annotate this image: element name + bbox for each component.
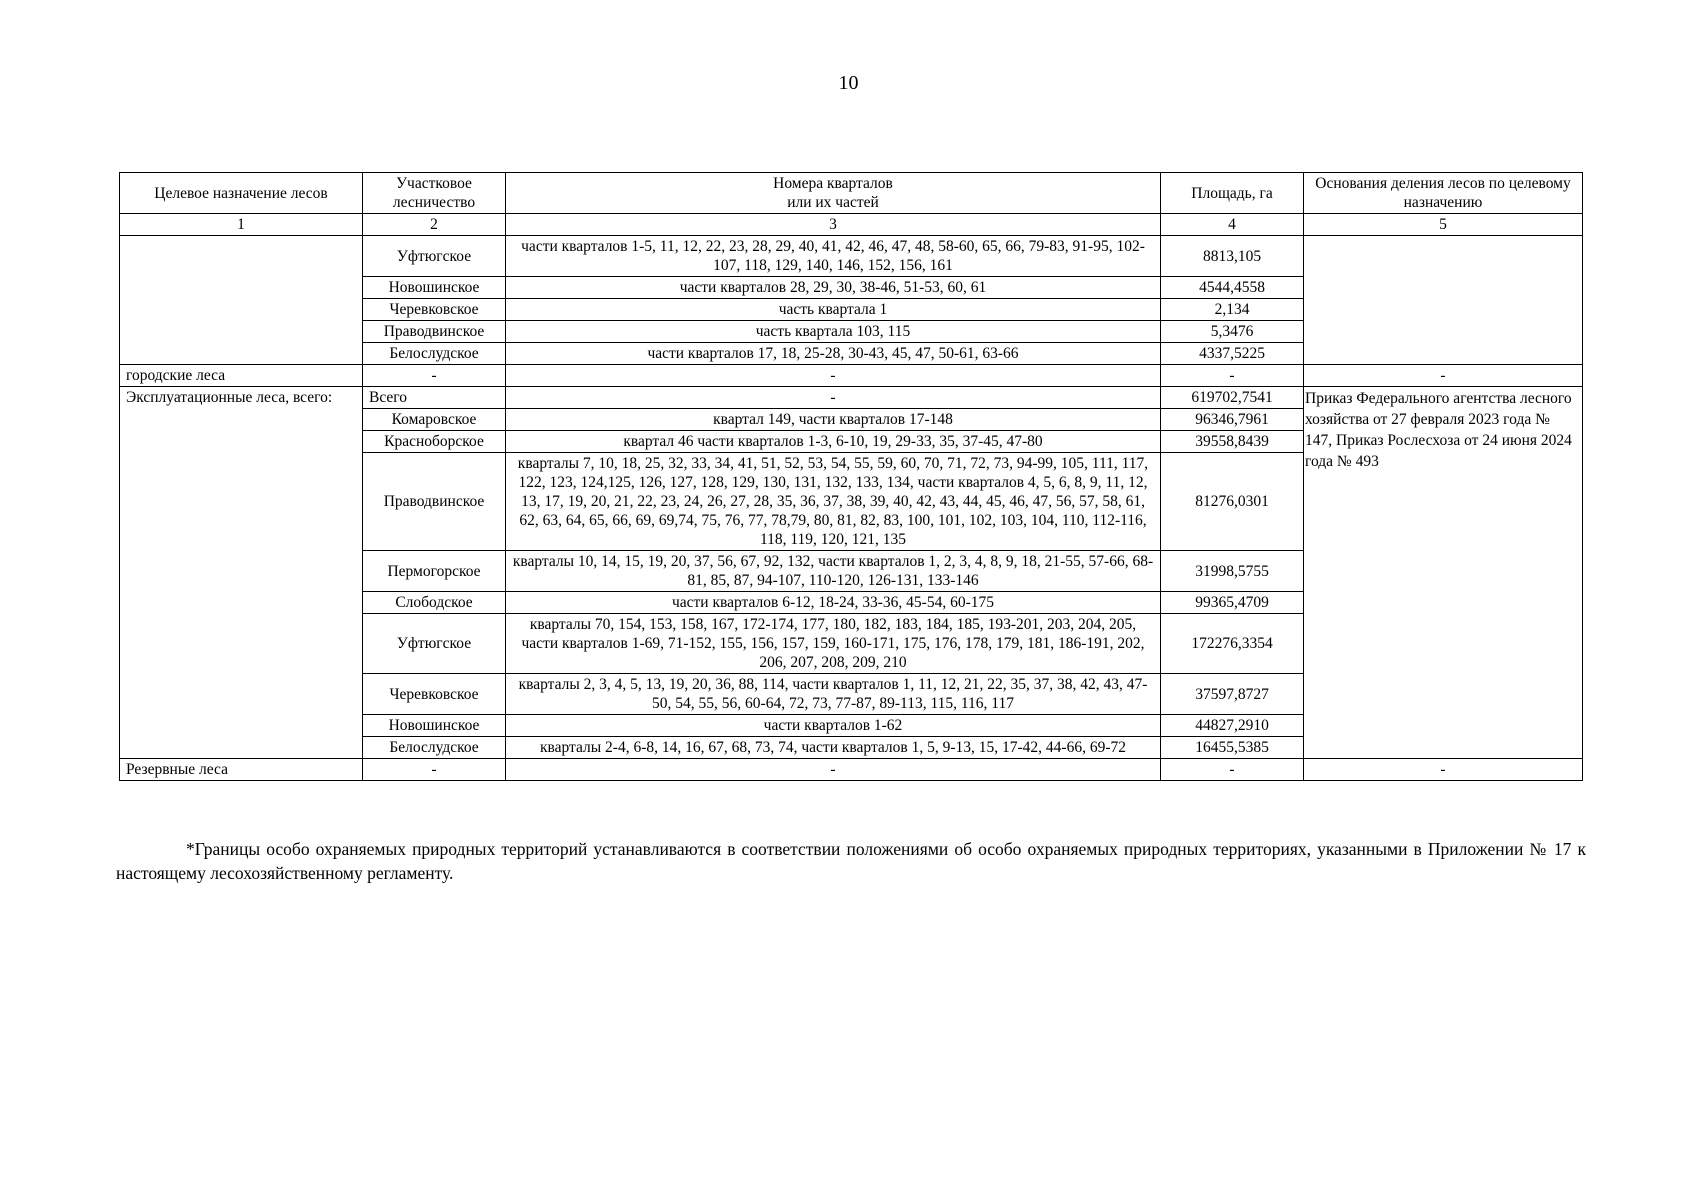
forestry-cell: Белослудское xyxy=(363,737,506,759)
forestry-cell: Всего xyxy=(363,387,506,409)
header-basis: Основания деления лесов по целевому назначению xyxy=(1304,173,1583,214)
quarters-cell: квартал 46 части кварталов 1-3, 6-10, 19, 29-33, 35, 37-45, 47-80 xyxy=(506,431,1161,453)
quarters-cell: кварталы 10, 14, 15, 19, 20, 37, 56, 67, 92, 132, части кварталов 1, 2, 3, 4, 8, 9, 18, 21-55, 57-66, 68-81, 85, 87, 94-107, 110-120, 126-131, 133-146 xyxy=(506,551,1161,592)
purpose-cell: городские леса xyxy=(120,365,363,387)
quarters-cell: кварталы 2, 3, 4, 5, 13, 19, 20, 36, 88, 114, части кварталов 1, 11, 12, 21, 22, 35, 37, 38, 42, 43, 47-50, 54, 55, 56, 60-64, 72, 73, 77-87, 89-113, 115, 116, 117 xyxy=(506,674,1161,715)
basis-cell-empty xyxy=(1304,236,1583,365)
header-forestry: Участковое лесничество xyxy=(363,173,506,214)
purpose-cell: Резервные леса xyxy=(120,759,363,781)
page-number: 10 xyxy=(838,72,859,94)
header-area: Площадь, га xyxy=(1161,173,1304,214)
footnote: *Границы особо охраняемых природных территорий устанавливаются в соответствии положениями об особо охраняемых природных территориях, указанными в Приложении № 17 к настоящему лесохозяйственному регламенту. xyxy=(116,838,1586,883)
quarters-cell: кварталы 2-4, 6-8, 14, 16, 67, 68, 73, 74, части кварталов 1, 5, 9-13, 15, 17-42, 44-66, 69-72 xyxy=(506,737,1161,759)
quarters-cell: квартал 149, части кварталов 17-148 xyxy=(506,409,1161,431)
forestry-cell: Новошинское xyxy=(363,277,506,299)
forestry-cell: - xyxy=(363,365,506,387)
quarters-cell: кварталы 70, 154, 153, 158, 167, 172-174, 177, 180, 182, 183, 184, 185, 193-201, 203, 204, 205, части кварталов 1-69, 71-152, 155, 156, 157, 159, 160-171, 175, 176, 178, 179, 181, 186-191, 202, 206, 207, 208, 209, 210 xyxy=(506,614,1161,674)
table-row-reserve xyxy=(120,759,1583,781)
forestry-cell: Пермогорское xyxy=(363,551,506,592)
area-cell: 81276,0301 xyxy=(1161,453,1304,551)
col-number: 5 xyxy=(1304,214,1583,236)
forestry-cell: Белослудское xyxy=(363,343,506,365)
quarters-cell: части кварталов 17, 18, 25-28, 30-43, 45, 47, 50-61, 63-66 xyxy=(506,343,1161,365)
forestry-cell: - xyxy=(363,759,506,781)
forestry-cell: Красноборское xyxy=(363,431,506,453)
area-cell: 37597,8727 xyxy=(1161,674,1304,715)
forestry-cell: Праводвинское xyxy=(363,453,506,551)
area-cell: 16455,5385 xyxy=(1161,737,1304,759)
quarters-cell: часть квартала 103, 115 xyxy=(506,321,1161,343)
area-cell: - xyxy=(1161,759,1304,781)
area-cell: 4337,5225 xyxy=(1161,343,1304,365)
area-cell: 619702,7541 xyxy=(1161,387,1304,409)
area-cell: 99365,4709 xyxy=(1161,592,1304,614)
area-cell: 4544,4558 xyxy=(1161,277,1304,299)
forest-purpose-table xyxy=(119,172,1583,781)
quarters-cell: - xyxy=(506,387,1161,409)
header-row xyxy=(120,173,1583,214)
forestry-cell: Комаровское xyxy=(363,409,506,431)
basis-cell-exploitation: Приказ Федерального агентства лесного хозяйства от 27 февраля 2023 года № 147, Приказ Рослесхоза от 24 июня 2024 года № 493 xyxy=(1304,387,1583,759)
quarters-cell: части кварталов 6-12, 18-24, 33-36, 45-54, 60-175 xyxy=(506,592,1161,614)
table-row-city-forests xyxy=(120,365,1583,387)
forestry-cell: Слободское xyxy=(363,592,506,614)
quarters-cell: части кварталов 1-62 xyxy=(506,715,1161,737)
area-cell: 8813,105 xyxy=(1161,236,1304,277)
quarters-cell: части кварталов 28, 29, 30, 38-46, 51-53, 60, 61 xyxy=(506,277,1161,299)
col-number: 3 xyxy=(506,214,1161,236)
quarters-cell: - xyxy=(506,365,1161,387)
forestry-cell: Черевковское xyxy=(363,674,506,715)
area-cell: 2,134 xyxy=(1161,299,1304,321)
basis-cell: - xyxy=(1304,759,1583,781)
quarters-cell: - xyxy=(506,759,1161,781)
area-cell: 96346,7961 xyxy=(1161,409,1304,431)
quarters-cell: части кварталов 1-5, 11, 12, 22, 23, 28, 29, 40, 41, 42, 46, 47, 48, 58-60, 65, 66, 79-83, 91-95, 102-107, 118, 129, 140, 146, 152, 156, 161 xyxy=(506,236,1161,277)
table-row xyxy=(120,236,1583,277)
area-cell: 39558,8439 xyxy=(1161,431,1304,453)
forestry-cell: Уфтюгское xyxy=(363,614,506,674)
area-cell: 31998,5755 xyxy=(1161,551,1304,592)
area-cell: 44827,2910 xyxy=(1161,715,1304,737)
quarters-cell: кварталы 7, 10, 18, 25, 32, 33, 34, 41, 51, 52, 53, 54, 55, 59, 60, 70, 71, 72, 73, 94-99, 105, 111, 117, 122, 123, 124,125, 126, 127, 128, 129, 130, 131, 132, 133, 134, части кварталов 4, 5, 6, 8, 9, 11, 12, 13, 17, 19, 20, 21, 22, 23, 24, 26, 27, 28, 35, 36, 37, 38, 39, 40, 42, 43, 44, 45, 46, 47, 56, 57, 58, 61, 62, 63, 64, 65, 66, 69, 69,74, 75, 76, 77, 78,79, 80, 81, 82, 83, 100, 101, 102, 103, 104, 110, 112-116, 118, 119, 120, 121, 135 xyxy=(506,453,1161,551)
col-number: 4 xyxy=(1161,214,1304,236)
forestry-cell: Новошинское xyxy=(363,715,506,737)
col-number: 2 xyxy=(363,214,506,236)
table-row xyxy=(120,387,1583,409)
column-number-row xyxy=(120,214,1583,236)
area-cell: 5,3476 xyxy=(1161,321,1304,343)
purpose-cell-empty xyxy=(120,236,363,365)
header-quarters: Номера кварталов или их частей xyxy=(506,173,1161,214)
area-cell: 172276,3354 xyxy=(1161,614,1304,674)
area-cell: - xyxy=(1161,365,1304,387)
header-purpose: Целевое назначение лесов xyxy=(120,173,363,214)
forestry-cell: Уфтюгское xyxy=(363,236,506,277)
purpose-cell-exploitation: Эксплуатационные леса, всего: xyxy=(120,387,363,759)
quarters-cell: часть квартала 1 xyxy=(506,299,1161,321)
forestry-cell: Праводвинское xyxy=(363,321,506,343)
forestry-cell: Черевковское xyxy=(363,299,506,321)
basis-cell: - xyxy=(1304,365,1583,387)
col-number: 1 xyxy=(120,214,363,236)
